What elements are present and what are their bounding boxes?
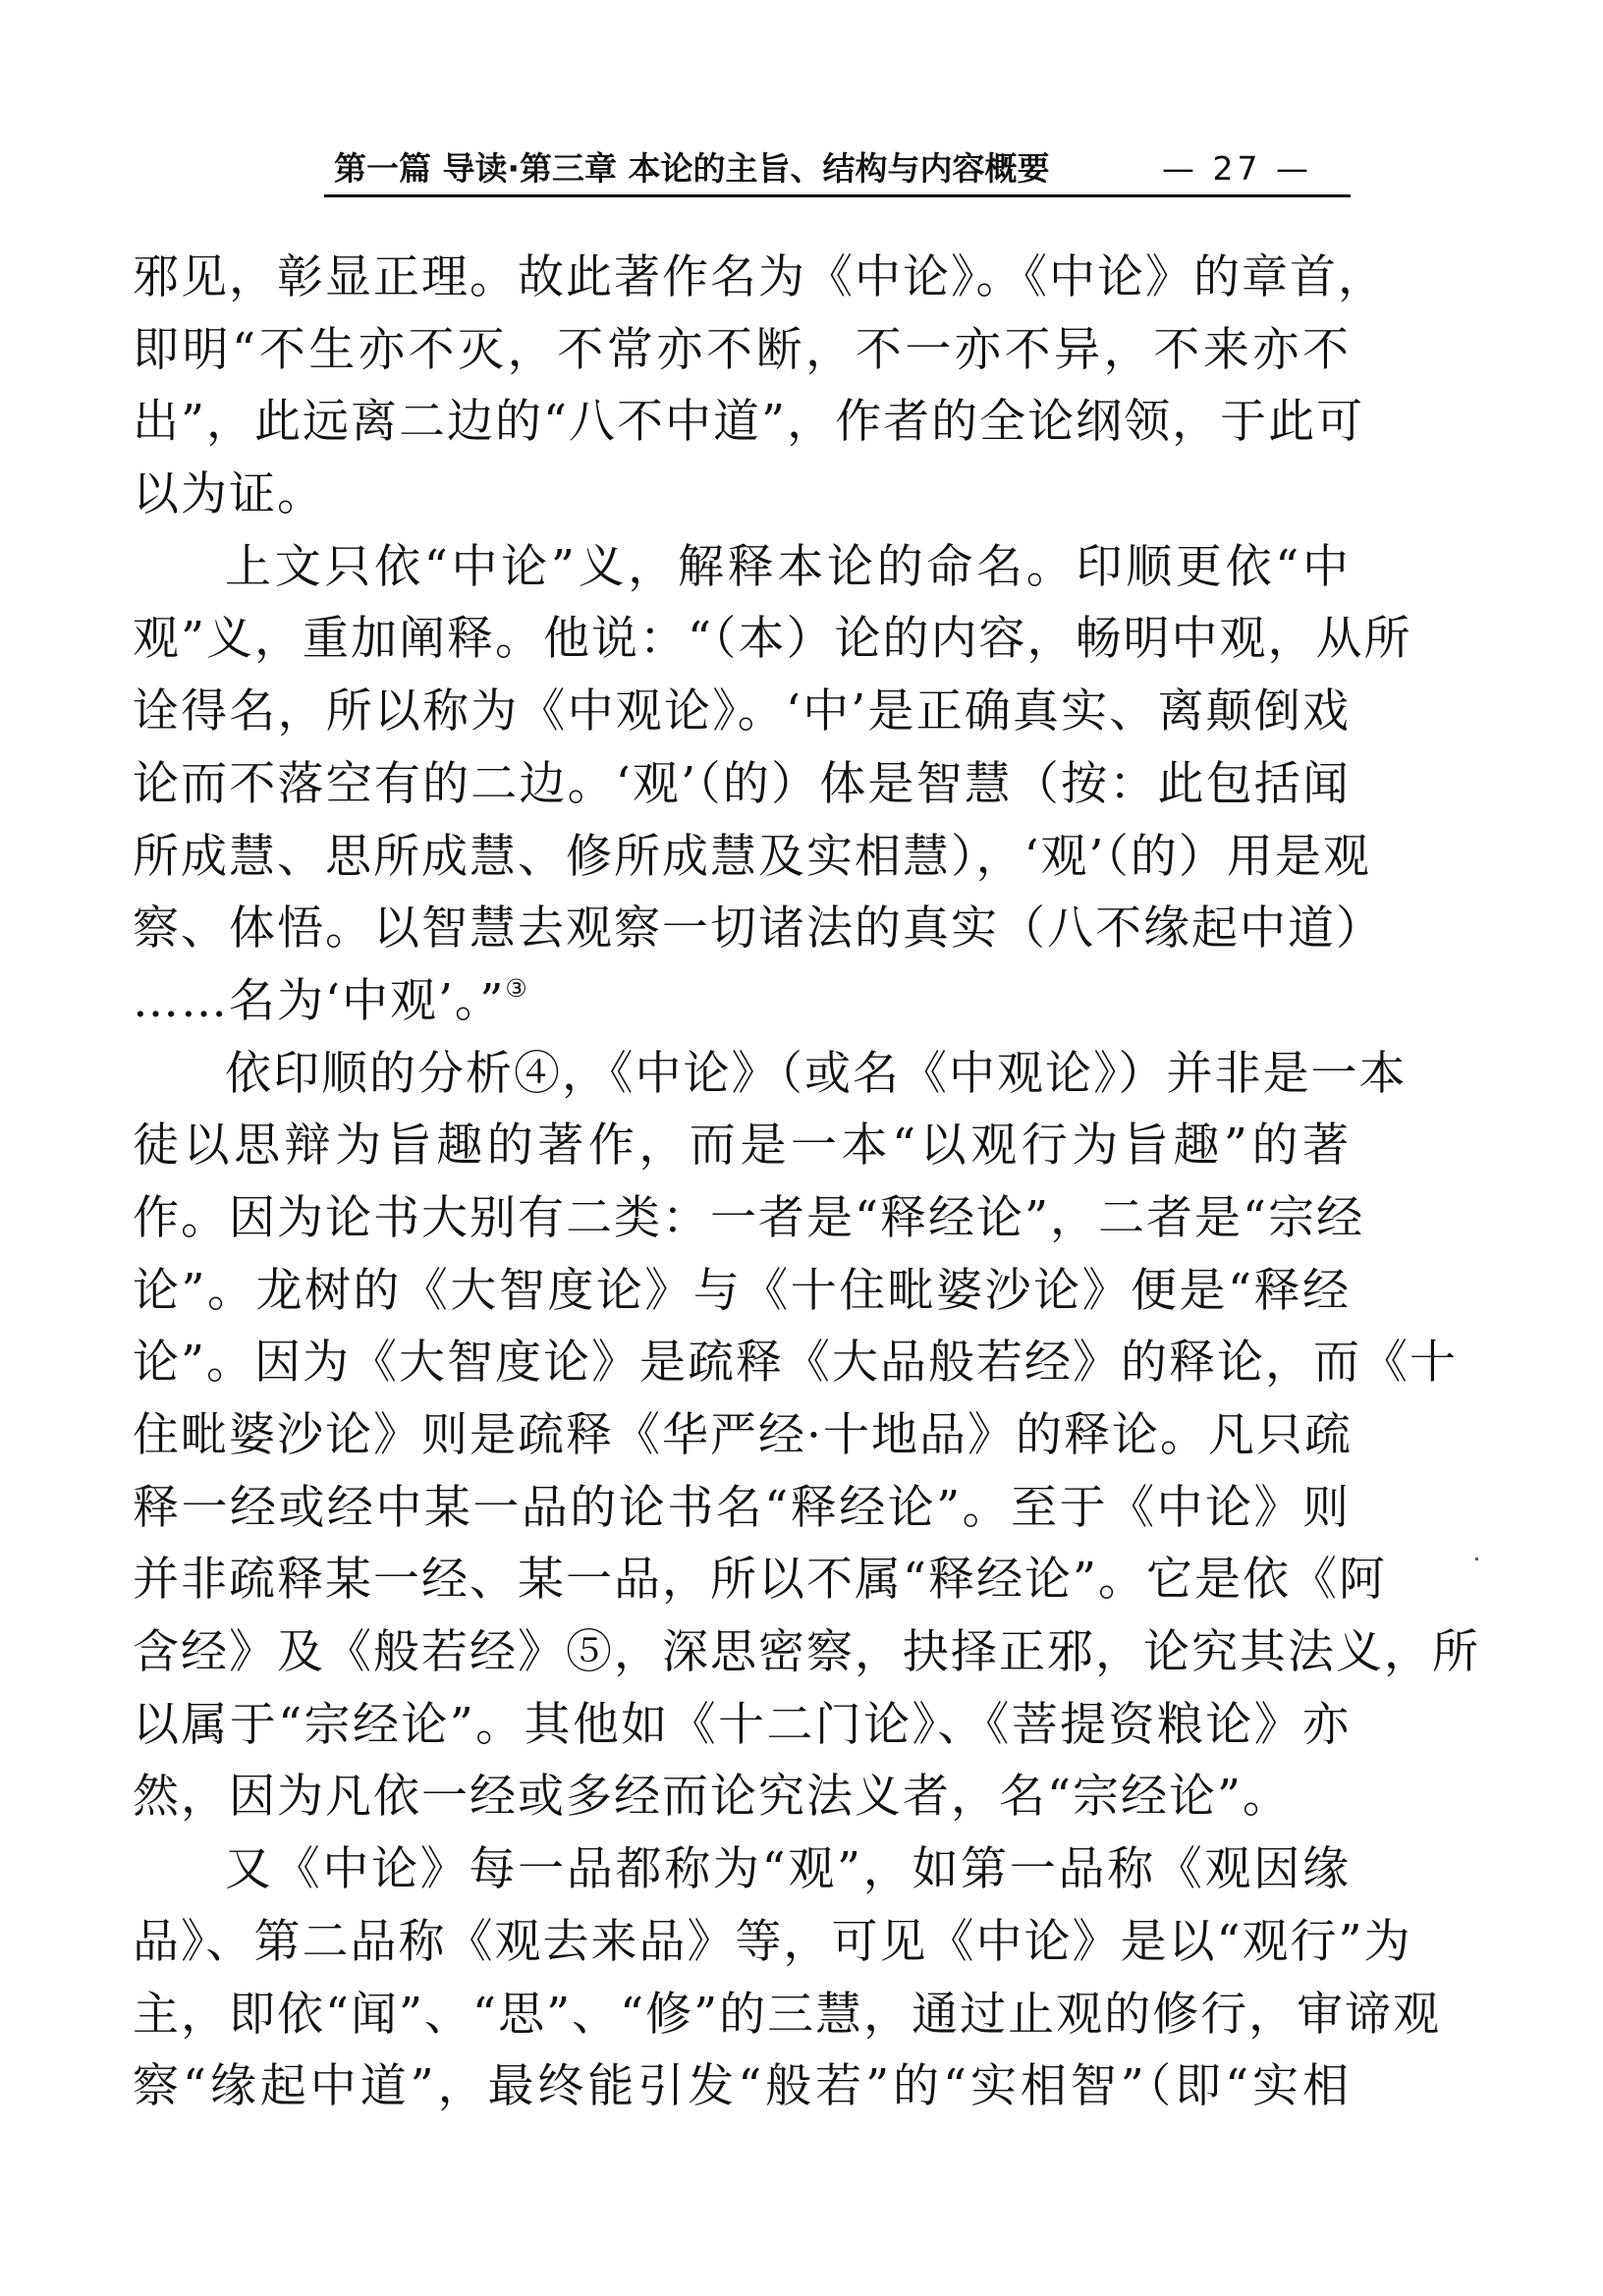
text-line	[133, 1979, 1442, 2051]
text-line	[133, 1689, 1351, 1762]
text-line-content: 品》、第二品称《观去来品》等，可见《中论》是以“观行”为	[133, 1914, 1412, 1969]
text-line-content: 并非疏释某一经、某一品，所以不属“释经论”。它是依《阿	[133, 1553, 1388, 1608]
text-line-content: 出”，此远离二边的“八不中道”，作者的全论纲领，于此可	[133, 395, 1365, 450]
text-line-content: 论”。因为《大智度论》是疏释《大品般若经》的释论，而《十	[133, 1336, 1459, 1391]
text-line	[133, 531, 1351, 604]
text-line-content: 释一经或经中某一品的论书名“释经论”。至于《中论》则	[133, 1480, 1351, 1535]
scan-speck	[1475, 1558, 1478, 1560]
text-line	[133, 242, 1386, 314]
text-line-content: 察“缘起中道”，最终能引发“般若”的“实相智”（即“实相	[133, 2059, 1351, 2114]
text-line-content: 以为证。	[133, 467, 325, 522]
text-line-content: 诠得名，所以称为《中观论》。‘中’是正确真实、离颠倒戏	[133, 684, 1351, 739]
text-line-content: 含经》及《般若经》⑤，深思密察，抉择正邪，论究其法义，所	[133, 1625, 1480, 1680]
text-line	[133, 1399, 1351, 1472]
text-line	[133, 1616, 1480, 1689]
text-line	[133, 1761, 1351, 1833]
text-line	[133, 2050, 1351, 2123]
text-line-content: 察、体悟。以智慧去观察一切诸法的真实（八不缘起中道）	[133, 902, 1384, 957]
text-line-content: 作。因为论书大别有二类：一者是“释经论”，二者是“宗经	[133, 1190, 1365, 1245]
text-line	[133, 1182, 1365, 1255]
text-line	[133, 459, 1351, 531]
text-line	[133, 1906, 1412, 1979]
text-line-content: 主，即依“闻”、“思”、“修”的三慧，通过止观的修行，审谛观	[133, 1987, 1442, 2042]
text-line	[133, 603, 1412, 676]
text-line	[133, 1038, 1408, 1111]
text-line	[133, 965, 1351, 1038]
page-number: — 27 —	[1162, 149, 1312, 188]
text-line	[133, 893, 1384, 965]
text-line	[133, 1327, 1459, 1399]
text-line	[133, 676, 1351, 748]
text-line	[133, 386, 1365, 459]
text-line	[133, 314, 1351, 387]
text-line-content: 观”义，重加阐释。他说：“（本）论的内容，畅明中观，从所	[133, 612, 1412, 667]
text-line-content: 然，因为凡依一经或多经而论究法义者，名“宗经论”。	[133, 1770, 1292, 1825]
text-line	[133, 1544, 1388, 1616]
body-text	[133, 242, 1480, 2123]
text-line-content: 论”。龙树的《大智度论》与《十住毗婆沙论》便是“释经	[133, 1263, 1351, 1318]
text-line-content: 住毗婆沙论》则是疏释《华严经·十地品》的释论。凡只疏	[133, 1408, 1353, 1462]
text-line-content: 依印顺的分析④，《中论》（或名《中观论》）并非是一本	[225, 1046, 1408, 1101]
footnote-marker: ③	[505, 973, 529, 1003]
text-line-content: 徒以思辩为旨趣的著作，而是一本“以观行为旨趣”的著	[133, 1119, 1351, 1174]
text-line-content: 又《中论》每一品都称为“观”，如第一品称《观因缘	[225, 1842, 1351, 1897]
text-line-content: 以属于“宗经论”。其他如《十二门论》、《菩提资粮论》亦	[133, 1697, 1351, 1752]
text-line-content: 所成慧、思所成慧、修所成慧及实相慧），‘观’（的）用是观	[133, 829, 1371, 884]
text-line	[133, 748, 1351, 821]
text-line	[133, 1110, 1351, 1182]
text-line-content: 邪见，彰显正理。故此著作名为《中论》。《中论》的章首，	[133, 250, 1386, 304]
text-line-content: ……名为‘中观’。”	[133, 973, 506, 1028]
running-header	[133, 143, 1351, 194]
text-line-content: 上文只依“中论”义，解释本论的命名。印顺更依“中	[225, 539, 1351, 594]
text-line	[133, 1833, 1351, 1906]
header-rule	[324, 194, 1351, 197]
running-header-title: 第一篇 导读·第三章 本论的主旨、结构与内容概要	[334, 149, 1050, 188]
text-line	[133, 1255, 1351, 1328]
text-line-content: 论而不落空有的二边。‘观’（的）体是智慧（按：此包括闻	[133, 756, 1351, 811]
text-line-content: 即明“不生亦不灭，不常亦不断，不一亦不异，不来亦不	[133, 322, 1351, 377]
text-line	[133, 821, 1371, 894]
text-line	[133, 1472, 1351, 1545]
